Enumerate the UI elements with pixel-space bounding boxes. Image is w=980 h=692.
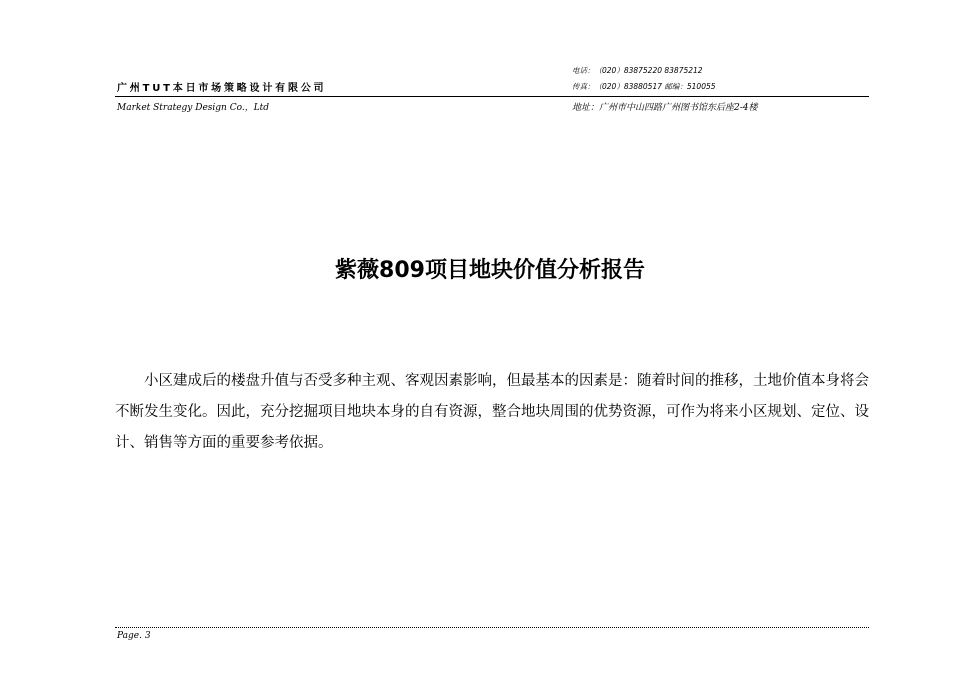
- header-fax-postcode: 传真：（020）83880517 邮编：510055: [572, 82, 716, 91]
- header-divider: [115, 96, 869, 97]
- header-address: 地址：广州市中山四路广州图书馆东后座2-4楼: [572, 103, 758, 113]
- header-phone: 电话：（020）83875220 83875212: [572, 66, 703, 75]
- company-name-chinese: 广州TUT本日市场策略设计有限公司: [117, 83, 327, 94]
- page-number: Page. 3: [117, 631, 151, 641]
- body-paragraph: 小区建成后的楼盘升值与否受多种主观、客观因素影响，但最基本的因素是：随着时间的推移，土地价值本身将会不断发生变化。因此，充分挖掘项目地块本身的自有资源，整合地块周围的优势资源，可作为将来小区规划、定位、设计、销售等方面的重要参考依据。: [115, 373, 869, 451]
- document-title: 紫薇809项目地块价值分析报告: [335, 258, 645, 283]
- footer-divider: [115, 627, 869, 628]
- company-name-english: Market Strategy Design Co.，Ltd: [117, 103, 270, 113]
